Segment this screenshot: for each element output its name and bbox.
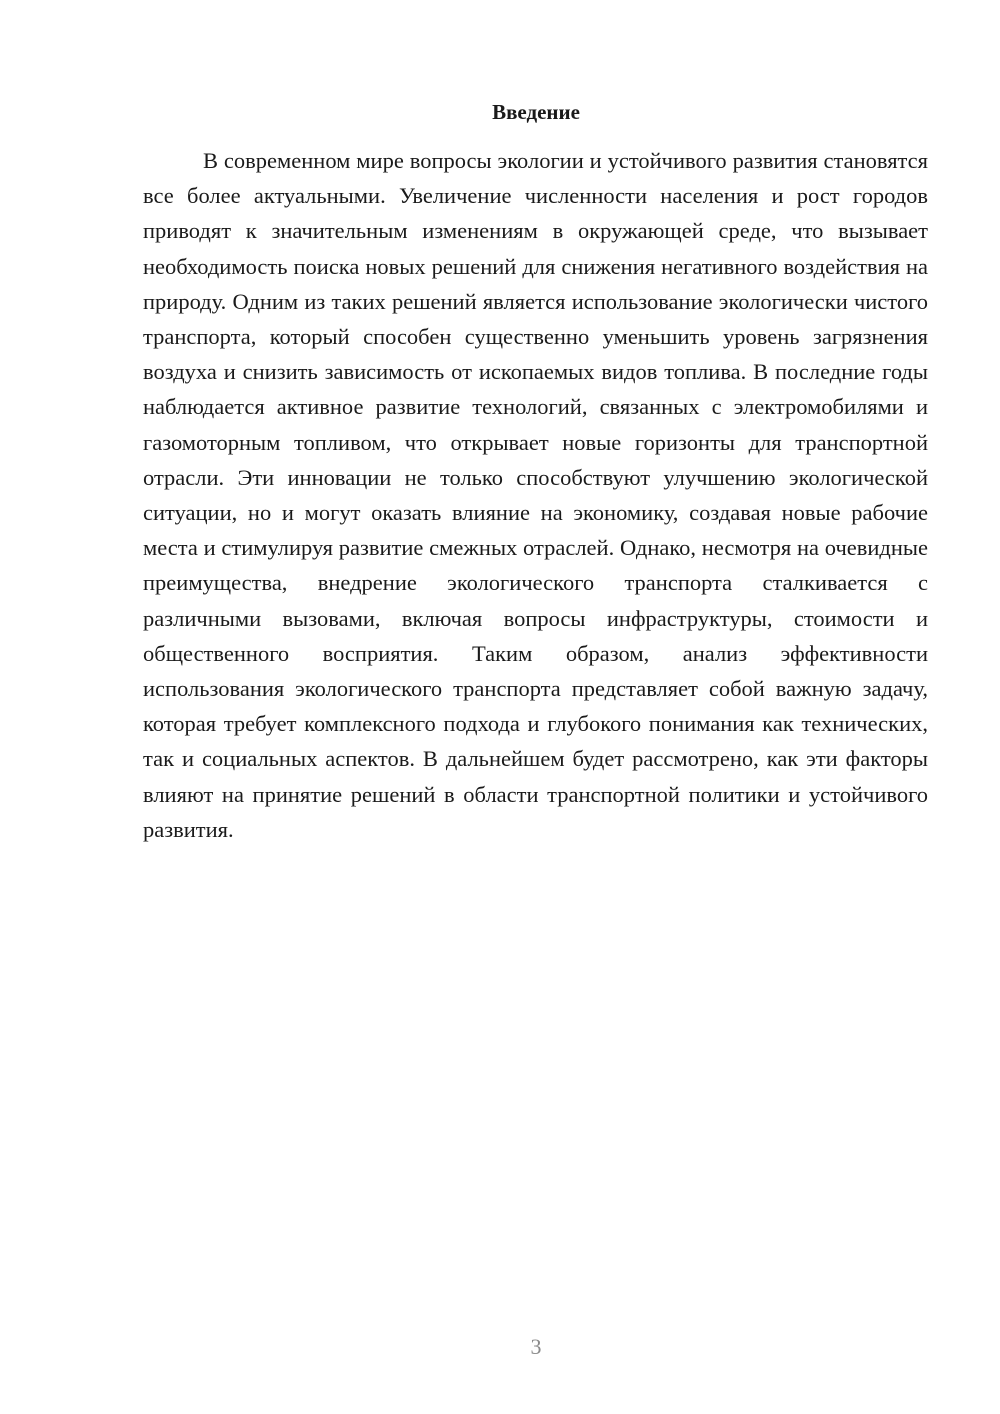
page-number: 3 bbox=[530, 1334, 542, 1359]
section-heading: Введение bbox=[492, 100, 580, 124]
body-paragraph: В современном мире вопросы экологии и устойчивого развития становятся все более актуальными. Увеличение численности населения и рост городов приводят к значительным изменениям в окружающей среде, что вызывает необходимость поиска новых решений для снижения негативного воздействия на природу. Одним из таких решений является использование экологически чистого транспорта, который способен существенно уменьшить уровень загрязнения воздуха и снизить зависимость от ископаемых видов топлива. В последние годы наблюдается активное развитие технологий, связанных с электромобилями и газомоторным топливом, что открывает новые горизонты для транспортной отрасли. Эти инновации не только способствуют улучшению экологической ситуации, но и могут оказать влияние на экономику, создавая новые рабочие места и стимулируя развитие смежных отраслей. Однако, несмотря на очевидные преимущества, внедрение экологического транспорта сталкивается с различными вызовами, включая вопросы инфраструктуры, стоимости и общественного восприятия. Таким образом, анализ эффективности использования экологического транспорта представляет собой важную задачу, которая требует комплексного подхода и глубокого понимания как технических, так и социальных аспектов. В дальнейшем будет рассмотрено, как эти факторы влияют на принятие решений в области транспортной политики и устойчивого развития. bbox=[143, 148, 928, 842]
